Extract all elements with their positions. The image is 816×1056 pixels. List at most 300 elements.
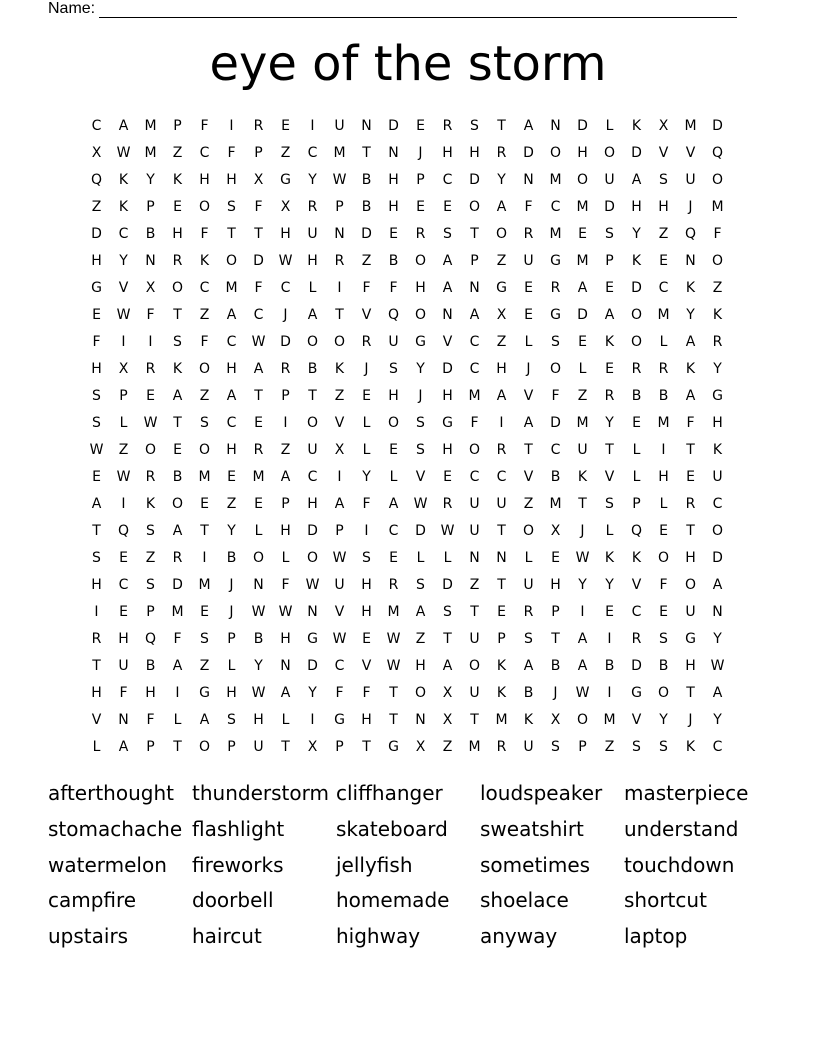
- grid-letter: T: [335, 306, 344, 323]
- word-list-item: jellyfish: [336, 852, 413, 877]
- word-list-item: upstairs: [48, 924, 129, 949]
- grid-letter: C: [199, 144, 210, 161]
- grid-letter: W: [440, 522, 455, 539]
- grid-letter: P: [146, 738, 155, 755]
- grid-letter: N: [685, 252, 696, 269]
- grid-letter: S: [416, 414, 425, 431]
- grid-letter: I: [499, 414, 504, 431]
- grid-letter: T: [389, 684, 398, 701]
- grid-letter: V: [604, 468, 615, 485]
- grid-letter: P: [146, 603, 155, 620]
- word-list-item: doorbell: [192, 888, 274, 913]
- grid-letter: R: [91, 630, 102, 647]
- grid-letter: T: [92, 657, 101, 674]
- grid-letter: P: [119, 387, 128, 404]
- grid-letter: U: [712, 468, 723, 485]
- grid-letter: G: [550, 306, 561, 323]
- grid-letter: Z: [415, 630, 426, 647]
- grid-letter: G: [631, 684, 642, 701]
- grid-letter: N: [442, 306, 453, 323]
- grid-letter: A: [172, 522, 183, 539]
- grid-letter: I: [337, 468, 342, 485]
- grid-letter: Z: [469, 576, 480, 593]
- grid-letter: I: [661, 441, 666, 458]
- grid-letter: T: [389, 711, 398, 728]
- grid-letter: M: [549, 495, 562, 512]
- grid-letter: U: [523, 252, 534, 269]
- grid-letter: A: [118, 117, 129, 134]
- grid-letter: R: [172, 252, 183, 269]
- grid-letter: P: [227, 738, 236, 755]
- grid-letter: F: [173, 630, 182, 647]
- grid-letter: J: [580, 522, 585, 539]
- grid-letter: Y: [308, 171, 317, 188]
- grid-letter: C: [496, 468, 507, 485]
- grid-letter: N: [415, 711, 426, 728]
- grid-letter: G: [199, 684, 210, 701]
- grid-letter: Z: [361, 252, 372, 269]
- grid-letter: H: [415, 279, 426, 296]
- grid-letter: H: [388, 198, 399, 215]
- grid-letter: D: [712, 117, 723, 134]
- grid-letter: F: [254, 279, 263, 296]
- grid-letter: D: [604, 198, 615, 215]
- grid-letter: S: [551, 333, 560, 350]
- grid-letter: Y: [119, 252, 128, 269]
- grid-letter: U: [523, 738, 534, 755]
- grid-letter: C: [280, 279, 291, 296]
- grid-letter: C: [712, 738, 723, 755]
- grid-letter: H: [226, 684, 237, 701]
- grid-letter: R: [685, 495, 696, 512]
- grid-letter: N: [307, 603, 318, 620]
- grid-letter: T: [92, 522, 101, 539]
- grid-letter: N: [469, 279, 480, 296]
- grid-letter: W: [251, 333, 266, 350]
- grid-letter: Z: [199, 306, 210, 323]
- grid-letter: V: [523, 387, 534, 404]
- grid-letter: W: [116, 144, 131, 161]
- grid-letter: A: [226, 387, 237, 404]
- grid-letter: L: [362, 414, 371, 431]
- grid-letter: S: [362, 549, 371, 566]
- word-list-item: homemade: [336, 888, 450, 913]
- grid-letter: C: [631, 603, 642, 620]
- grid-letter: P: [281, 387, 290, 404]
- grid-letter: X: [415, 738, 426, 755]
- grid-letter: D: [415, 522, 426, 539]
- grid-letter: E: [659, 252, 668, 269]
- grid-letter: M: [144, 144, 157, 161]
- grid-letter: O: [306, 549, 319, 566]
- word-list-item: stomachache: [48, 816, 183, 841]
- grid-letter: I: [580, 603, 585, 620]
- grid-letter: K: [118, 171, 129, 188]
- grid-letter: O: [252, 549, 265, 566]
- grid-letter: N: [523, 171, 534, 188]
- grid-letter: H: [91, 684, 102, 701]
- grid-letter: I: [607, 630, 612, 647]
- grid-letter: E: [254, 414, 263, 431]
- grid-letter: H: [658, 468, 669, 485]
- grid-letter: N: [496, 549, 507, 566]
- grid-letter: M: [468, 387, 481, 404]
- grid-letter: K: [685, 738, 696, 755]
- grid-letter: O: [657, 684, 670, 701]
- grid-letter: F: [146, 306, 155, 323]
- grid-letter: J: [283, 306, 288, 323]
- grid-letter: J: [526, 360, 531, 377]
- name-underline: [99, 2, 737, 18]
- grid-letter: M: [603, 711, 616, 728]
- grid-letter: E: [254, 495, 263, 512]
- grid-letter: K: [631, 549, 642, 566]
- grid-letter: F: [200, 117, 209, 134]
- grid-letter: W: [278, 252, 293, 269]
- grid-letter: Z: [118, 441, 129, 458]
- grid-letter: Z: [226, 495, 237, 512]
- grid-letter: P: [632, 495, 641, 512]
- grid-letter: O: [495, 225, 508, 242]
- grid-letter: K: [631, 117, 642, 134]
- word-list-item: sometimes: [480, 852, 591, 877]
- grid-letter: Z: [172, 144, 183, 161]
- grid-letter: Y: [497, 171, 506, 188]
- grid-letter: L: [362, 441, 371, 458]
- grid-letter: M: [657, 306, 670, 323]
- grid-letter: Z: [199, 657, 210, 674]
- grid-letter: Z: [334, 387, 345, 404]
- grid-letter: D: [550, 414, 561, 431]
- grid-letter: U: [523, 576, 534, 593]
- grid-letter: A: [469, 306, 480, 323]
- grid-letter: J: [418, 387, 423, 404]
- grid-letter: J: [688, 711, 693, 728]
- grid-letter: F: [281, 576, 290, 593]
- grid-letter: M: [711, 198, 724, 215]
- grid-letter: O: [576, 711, 589, 728]
- grid-letter: D: [631, 144, 642, 161]
- grid-letter: P: [605, 252, 614, 269]
- grid-letter: E: [578, 333, 587, 350]
- grid-letter: I: [607, 684, 612, 701]
- grid-letter: C: [550, 441, 561, 458]
- grid-letter: H: [253, 711, 264, 728]
- grid-letter: E: [92, 468, 101, 485]
- grid-letter: S: [416, 441, 425, 458]
- grid-letter: E: [605, 279, 614, 296]
- grid-letter: C: [469, 360, 480, 377]
- grid-letter: O: [549, 360, 562, 377]
- grid-letter: V: [442, 333, 453, 350]
- grid-letter: T: [173, 306, 182, 323]
- grid-letter: M: [576, 252, 589, 269]
- grid-letter: P: [281, 495, 290, 512]
- grid-letter: E: [686, 468, 695, 485]
- grid-letter: A: [91, 495, 102, 512]
- grid-letter: R: [172, 549, 183, 566]
- grid-letter: U: [469, 630, 480, 647]
- grid-letter: G: [685, 630, 696, 647]
- grid-letter: F: [686, 414, 695, 431]
- grid-letter: R: [334, 252, 345, 269]
- grid-letter: W: [89, 441, 104, 458]
- grid-letter: Z: [496, 333, 507, 350]
- grid-letter: E: [551, 549, 560, 566]
- grid-letter: C: [469, 333, 480, 350]
- grid-letter: B: [226, 549, 237, 566]
- grid-letter: L: [416, 549, 425, 566]
- grid-letter: S: [605, 495, 614, 512]
- grid-letter: B: [145, 225, 156, 242]
- grid-letter: Y: [146, 171, 155, 188]
- grid-letter: Y: [362, 468, 371, 485]
- grid-letter: Y: [713, 360, 722, 377]
- grid-letter: S: [92, 549, 101, 566]
- grid-letter: E: [200, 603, 209, 620]
- grid-letter: T: [578, 495, 587, 512]
- grid-letter: A: [334, 495, 345, 512]
- grid-letter: C: [199, 279, 210, 296]
- grid-letter: Z: [199, 387, 210, 404]
- grid-letter: F: [551, 387, 560, 404]
- grid-letter: R: [712, 333, 723, 350]
- grid-letter: I: [229, 117, 234, 134]
- grid-letter: E: [632, 414, 641, 431]
- grid-letter: E: [578, 225, 587, 242]
- grid-letter: Q: [144, 630, 157, 647]
- grid-letter: C: [253, 306, 264, 323]
- grid-letter: M: [144, 117, 157, 134]
- grid-letter: U: [685, 171, 696, 188]
- grid-letter: K: [604, 549, 615, 566]
- grid-letter: Z: [712, 279, 723, 296]
- grid-letter: S: [200, 414, 209, 431]
- name-label: Name:: [48, 0, 96, 17]
- grid-letter: K: [523, 711, 534, 728]
- grid-letter: O: [306, 333, 319, 350]
- grid-letter: C: [469, 468, 480, 485]
- grid-letter: W: [251, 603, 266, 620]
- grid-letter: W: [386, 630, 401, 647]
- grid-letter: A: [631, 171, 642, 188]
- grid-letter: A: [199, 711, 210, 728]
- grid-letter: C: [118, 576, 129, 593]
- grid-letter: Z: [604, 738, 615, 755]
- grid-letter: B: [361, 198, 372, 215]
- grid-letter: N: [550, 117, 561, 134]
- grid-letter: S: [443, 225, 452, 242]
- grid-letter: V: [523, 468, 534, 485]
- grid-letter: X: [91, 144, 102, 161]
- grid-letter: C: [442, 171, 453, 188]
- grid-letter: R: [604, 387, 615, 404]
- grid-letter: R: [523, 225, 534, 242]
- grid-letter: U: [334, 576, 345, 593]
- grid-letter: M: [225, 279, 238, 296]
- grid-letter: L: [119, 414, 128, 431]
- grid-letter: A: [577, 657, 588, 674]
- word-list-item: watermelon: [48, 852, 167, 877]
- grid-letter: N: [118, 711, 129, 728]
- grid-letter: K: [604, 333, 615, 350]
- grid-letter: T: [443, 630, 452, 647]
- grid-letter: V: [685, 144, 696, 161]
- grid-letter: O: [468, 441, 481, 458]
- grid-letter: C: [307, 468, 318, 485]
- grid-letter: A: [685, 333, 696, 350]
- grid-letter: S: [92, 414, 101, 431]
- grid-letter: P: [335, 198, 344, 215]
- grid-letter: Z: [577, 387, 588, 404]
- name-field: [48, 0, 737, 18]
- grid-letter: T: [173, 738, 182, 755]
- grid-letter: D: [442, 576, 453, 593]
- grid-letter: F: [119, 684, 128, 701]
- grid-letter: R: [280, 360, 291, 377]
- grid-letter: I: [364, 522, 369, 539]
- grid-letter: N: [280, 657, 291, 674]
- grid-letter: S: [551, 738, 560, 755]
- grid-letter: U: [388, 333, 399, 350]
- grid-letter: T: [686, 522, 695, 539]
- grid-letter: X: [280, 198, 291, 215]
- grid-letter: C: [91, 117, 102, 134]
- grid-letter: N: [388, 144, 399, 161]
- word-list-item: thunderstorm: [192, 781, 329, 805]
- grid-letter: G: [415, 333, 426, 350]
- grid-letter: L: [632, 441, 641, 458]
- grid-letter: V: [415, 468, 426, 485]
- grid-letter: U: [469, 495, 480, 512]
- grid-letter: H: [577, 144, 588, 161]
- grid-letter: R: [253, 117, 264, 134]
- grid-letter: I: [283, 414, 288, 431]
- grid-letter: T: [227, 225, 236, 242]
- grid-letter: M: [198, 468, 211, 485]
- grid-letter: U: [307, 441, 318, 458]
- grid-letter: D: [307, 522, 318, 539]
- grid-letter: A: [388, 495, 399, 512]
- grid-letter: R: [442, 117, 453, 134]
- grid-letter: D: [442, 360, 453, 377]
- grid-letter: H: [91, 252, 102, 269]
- grid-letter: S: [173, 333, 182, 350]
- grid-letter: Z: [658, 225, 669, 242]
- grid-letter: D: [280, 333, 291, 350]
- grid-letter: L: [443, 549, 452, 566]
- grid-letter: F: [92, 333, 101, 350]
- grid-letter: U: [469, 684, 480, 701]
- grid-letter: F: [389, 279, 398, 296]
- grid-letter: R: [253, 441, 264, 458]
- grid-letter: H: [442, 387, 453, 404]
- grid-letter: U: [604, 171, 615, 188]
- grid-letter: T: [362, 738, 371, 755]
- grid-letter: E: [281, 117, 290, 134]
- grid-letter: T: [254, 225, 263, 242]
- grid-letter: D: [91, 225, 102, 242]
- grid-letter: D: [361, 225, 372, 242]
- grid-letter: H: [172, 225, 183, 242]
- grid-letter: D: [469, 171, 480, 188]
- grid-letter: H: [442, 441, 453, 458]
- grid-letter: R: [388, 576, 399, 593]
- grid-letter: A: [496, 387, 507, 404]
- grid-letter: A: [280, 684, 291, 701]
- grid-letter: T: [362, 144, 371, 161]
- grid-letter: G: [496, 279, 507, 296]
- grid-letter: F: [713, 225, 722, 242]
- word-list-item: highway: [336, 924, 421, 949]
- letter-grid: [83, 112, 731, 760]
- grid-letter: Q: [711, 144, 724, 161]
- grid-letter: X: [334, 441, 345, 458]
- grid-letter: Y: [254, 657, 263, 674]
- grid-letter: A: [604, 306, 615, 323]
- grid-letter: H: [388, 387, 399, 404]
- grid-letter: D: [523, 144, 534, 161]
- grid-letter: R: [361, 333, 372, 350]
- grid-letter: N: [469, 549, 480, 566]
- grid-letter: L: [632, 468, 641, 485]
- grid-letter: G: [388, 738, 399, 755]
- grid-letter: B: [658, 387, 669, 404]
- grid-letter: O: [387, 414, 400, 431]
- grid-letter: Q: [684, 225, 697, 242]
- grid-letter: A: [712, 684, 723, 701]
- grid-letter: M: [468, 738, 481, 755]
- grid-letter: F: [659, 576, 668, 593]
- grid-letter: P: [416, 171, 425, 188]
- grid-letter: G: [550, 252, 561, 269]
- grid-letter: U: [496, 495, 507, 512]
- grid-letter: M: [333, 144, 346, 161]
- grid-letter: U: [577, 441, 588, 458]
- grid-letter: M: [387, 603, 400, 620]
- grid-letter: A: [577, 630, 588, 647]
- grid-letter: O: [468, 198, 481, 215]
- grid-letter: K: [685, 279, 696, 296]
- word-list-item: afterthought: [48, 781, 174, 805]
- grid-letter: S: [200, 630, 209, 647]
- grid-letter: O: [306, 414, 319, 431]
- grid-letter: Z: [523, 495, 534, 512]
- grid-letter: P: [335, 738, 344, 755]
- grid-letter: H: [91, 576, 102, 593]
- grid-letter: M: [495, 711, 508, 728]
- grid-letter: L: [227, 657, 236, 674]
- grid-letter: D: [172, 576, 183, 593]
- grid-letter: H: [280, 522, 291, 539]
- grid-letter: H: [631, 198, 642, 215]
- grid-letter: R: [631, 630, 642, 647]
- grid-letter: D: [631, 279, 642, 296]
- grid-letter: E: [362, 630, 371, 647]
- grid-letter: Z: [91, 198, 102, 215]
- grid-letter: S: [227, 198, 236, 215]
- grid-letter: E: [119, 549, 128, 566]
- grid-letter: M: [198, 576, 211, 593]
- grid-letter: X: [442, 711, 453, 728]
- grid-letter: B: [388, 252, 399, 269]
- grid-letter: T: [254, 387, 263, 404]
- grid-letter: A: [442, 252, 453, 269]
- grid-letter: B: [550, 468, 561, 485]
- grid-letter: B: [604, 657, 615, 674]
- grid-letter: B: [253, 630, 264, 647]
- grid-letter: Y: [605, 414, 614, 431]
